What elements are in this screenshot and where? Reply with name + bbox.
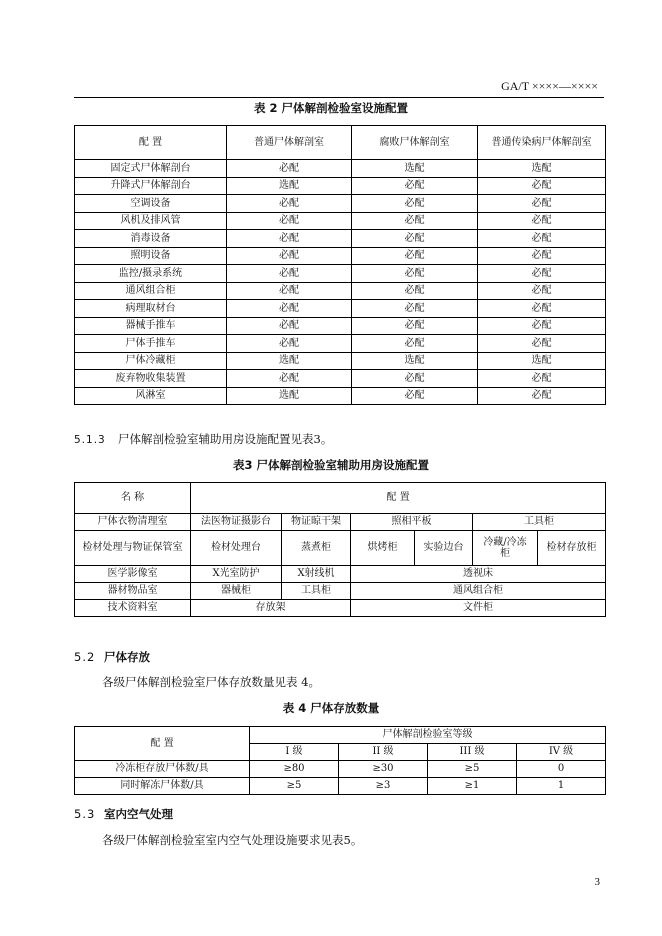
table4-header-config: 配 置 xyxy=(75,727,250,761)
table2-cell: 必配 xyxy=(478,335,606,353)
table2-cell: 尸体冷藏柜 xyxy=(75,352,227,370)
table2-cell: 升降式尸体解剖台 xyxy=(75,177,227,195)
table-row xyxy=(75,778,606,795)
table2-cell: 监控/摄录系统 xyxy=(75,265,227,283)
table3-cell: 法医物证摄影台 xyxy=(191,514,282,531)
section-text: 尸体解剖检验室辅助用房设施配置见表3。 xyxy=(118,432,333,446)
table-row xyxy=(75,247,606,265)
table3-cell: 技术资料室 xyxy=(75,600,191,617)
table2-header-cell: 腐败尸体解剖室 xyxy=(352,126,478,160)
table2-cell: 必配 xyxy=(352,265,478,283)
table3-cell: X射线机 xyxy=(282,566,351,583)
table2-cell: 必配 xyxy=(227,195,352,213)
section-5-2-heading xyxy=(74,649,150,665)
table4-level: I 级 xyxy=(250,744,339,761)
section-5-3-heading xyxy=(74,806,173,822)
table2-cell: 必配 xyxy=(352,230,478,248)
table-row xyxy=(75,177,606,195)
table3-cell: 检材处理台 xyxy=(191,531,282,566)
table2-cell: 选配 xyxy=(352,160,478,178)
table4-cell: ≥3 xyxy=(339,778,428,795)
table-row xyxy=(75,265,606,283)
table2-cell: 必配 xyxy=(478,230,606,248)
table2-cell: 必配 xyxy=(227,300,352,318)
table3-cell: 照相平板 xyxy=(351,514,473,531)
table3-cell: 器材物品室 xyxy=(75,583,191,600)
table3-cell: 检材存放柜 xyxy=(538,531,606,566)
table-row xyxy=(75,212,606,230)
table2-cell: 必配 xyxy=(478,387,606,405)
table-row xyxy=(75,317,606,335)
table-row xyxy=(75,282,606,300)
table4-cell: ≥5 xyxy=(250,778,339,795)
table2-cell: 选配 xyxy=(478,352,606,370)
table2-cell: 必配 xyxy=(478,177,606,195)
table2-cell: 必配 xyxy=(352,282,478,300)
table2-cell: 必配 xyxy=(352,317,478,335)
table3-caption: 表3 尸体解剖检验室辅助用房设施配置 xyxy=(232,458,429,472)
table2-cell: 必配 xyxy=(227,230,352,248)
table2-cell: 必配 xyxy=(478,370,606,388)
table2-cell: 必配 xyxy=(227,265,352,283)
section-number: 5.2 xyxy=(74,650,96,664)
table-row xyxy=(75,335,606,353)
table2-header-row xyxy=(75,126,606,160)
table3-cell: 尸体衣物清理室 xyxy=(75,514,191,531)
table-row xyxy=(75,195,606,213)
table3-cell: 冷藏/冷冻柜 xyxy=(473,531,538,566)
table3-cell: 文件柜 xyxy=(351,600,606,617)
table2-cell: 选配 xyxy=(227,387,352,405)
table2-cell: 器械手推车 xyxy=(75,317,227,335)
table3-cell: 透视床 xyxy=(351,566,606,583)
table3-cell: 物证晾干架 xyxy=(282,514,351,531)
table-row xyxy=(75,160,606,178)
table2-cell: 必配 xyxy=(478,247,606,265)
page-number: 3 xyxy=(594,876,600,888)
table-row xyxy=(75,352,606,370)
table4-cell: 冷冻柜存放尸体数/具 xyxy=(75,761,250,778)
table2-cell: 废弃物收集装置 xyxy=(75,370,227,388)
table2-cell: 必配 xyxy=(352,177,478,195)
table3-cell: 存放架 xyxy=(191,600,351,617)
table3-cell: 医学影像室 xyxy=(75,566,191,583)
table2-cell: 必配 xyxy=(227,212,352,230)
table3-cell: 实验边台 xyxy=(415,531,473,566)
table2-cell: 照明设备 xyxy=(75,247,227,265)
table2-cell: 尸体手推车 xyxy=(75,335,227,353)
table2-cell: 必配 xyxy=(227,370,352,388)
table2-cell: 必配 xyxy=(352,247,478,265)
table2-header-cell: 配 置 xyxy=(75,126,227,160)
table-row xyxy=(75,370,606,388)
table3-cell: 烘烤柜 xyxy=(351,531,415,566)
section-number: 5.1.3 xyxy=(74,434,106,446)
table2-cell: 消毒设备 xyxy=(75,230,227,248)
table4-level: III 级 xyxy=(428,744,517,761)
table2-cell: 必配 xyxy=(478,317,606,335)
table-row xyxy=(75,387,606,405)
table2-cell: 必配 xyxy=(227,160,352,178)
table2 xyxy=(74,125,606,405)
standard-code: GA/T ××××—×××× xyxy=(501,79,598,93)
table2-cell: 必配 xyxy=(227,317,352,335)
table2-caption: 表 2 尸体解剖检验室设施配置 xyxy=(253,101,408,115)
table2-header-cell: 普通尸体解剖室 xyxy=(227,126,352,160)
table2-header-cell: 普通传染病尸体解剖室 xyxy=(478,126,606,160)
table2-cell: 风机及排风管 xyxy=(75,212,227,230)
table4 xyxy=(74,726,606,795)
table2-cell: 必配 xyxy=(352,212,478,230)
table2-cell: 必配 xyxy=(478,282,606,300)
table2-cell: 固定式尸体解剖台 xyxy=(75,160,227,178)
table4-cell: 0 xyxy=(517,761,606,778)
table2-cell: 通风组合柜 xyxy=(75,282,227,300)
table3 xyxy=(74,482,606,617)
table2-cell: 必配 xyxy=(478,265,606,283)
table2-cell: 必配 xyxy=(352,370,478,388)
table4-level: IV 级 xyxy=(517,744,606,761)
table2-cell: 必配 xyxy=(478,195,606,213)
section-title: 室内空气处理 xyxy=(104,807,173,821)
table4-cell: ≥80 xyxy=(250,761,339,778)
table4-header-level: 尸体解剖检验室等级 xyxy=(250,727,606,744)
header-rule xyxy=(74,97,604,98)
table4-caption: 表 4 尸体存放数量 xyxy=(282,701,380,715)
table2-cell: 选配 xyxy=(227,352,352,370)
table4-level: II 级 xyxy=(339,744,428,761)
section-5-2-text: 各级尸体解剖检验室尸体存放数量见表 4。 xyxy=(102,675,320,689)
table2-cell: 必配 xyxy=(478,212,606,230)
section-5-1-3 xyxy=(74,431,332,447)
table2-cell: 必配 xyxy=(352,300,478,318)
table4-cell: ≥5 xyxy=(428,761,517,778)
table-row xyxy=(75,761,606,778)
table2-cell: 选配 xyxy=(227,177,352,195)
table2-cell: 必配 xyxy=(352,387,478,405)
table3-cell: 通风组合柜 xyxy=(351,583,606,600)
table2-cell: 必配 xyxy=(227,247,352,265)
table4-cell: ≥1 xyxy=(428,778,517,795)
table2-cell: 空调设备 xyxy=(75,195,227,213)
table2-cell: 必配 xyxy=(227,282,352,300)
section-title: 尸体存放 xyxy=(104,650,150,664)
table3-cell: 蒸煮柜 xyxy=(282,531,351,566)
table3-cell: X光室防护 xyxy=(191,566,282,583)
table2-cell: 选配 xyxy=(478,160,606,178)
table3-cell: 器械柜 xyxy=(191,583,282,600)
table4-cell: ≥30 xyxy=(339,761,428,778)
table2-cell: 必配 xyxy=(352,195,478,213)
table2-cell: 必配 xyxy=(352,335,478,353)
table-row xyxy=(75,300,606,318)
section-number: 5.3 xyxy=(74,807,96,821)
table3-header-config: 配 置 xyxy=(191,483,606,514)
table2-cell: 必配 xyxy=(227,335,352,353)
table-row xyxy=(75,230,606,248)
section-5-3-text: 各级尸体解剖检验室室内空气处理设施要求见表5。 xyxy=(102,833,363,847)
table3-cell: 检材处理与物证保管室 xyxy=(75,531,191,566)
table4-cell: 同时解冻尸体数/具 xyxy=(75,778,250,795)
table2-cell: 必配 xyxy=(478,300,606,318)
table4-cell: 1 xyxy=(517,778,606,795)
table2-cell: 选配 xyxy=(352,352,478,370)
table2-cell: 风淋室 xyxy=(75,387,227,405)
table3-cell: 工具柜 xyxy=(282,583,351,600)
table3-cell: 工具柜 xyxy=(473,514,606,531)
table3-header-name: 名 称 xyxy=(75,483,191,514)
table2-cell: 病理取材台 xyxy=(75,300,227,318)
